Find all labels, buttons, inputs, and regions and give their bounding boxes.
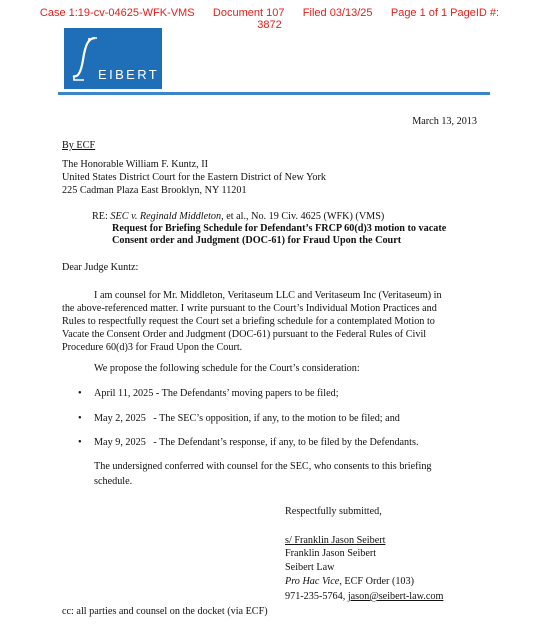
bullet-icon: • xyxy=(78,388,82,399)
bullet-icon: • xyxy=(78,413,82,424)
phone: 971-235-5764, xyxy=(285,591,348,602)
header-rule xyxy=(58,92,490,95)
pro-hac-vice xyxy=(285,575,414,588)
document-number: Document 107 xyxy=(212,7,285,19)
filed-date: Filed 03/13/25 xyxy=(302,7,373,19)
case-number: Case 1:19-cv-04625-WFK-VMS xyxy=(39,7,195,19)
schedule-item: April 11, 2025 - The Defendants’ moving papers to be filed; xyxy=(94,388,339,399)
recipient-name: The Honorable William F. Kuntz, II xyxy=(62,159,208,170)
closing: Respectfully submitted, xyxy=(285,506,382,517)
email-link[interactable]: jason@seibert-law.com xyxy=(347,591,444,602)
salutation: Dear Judge Kuntz: xyxy=(62,262,139,273)
re-label: RE: xyxy=(92,211,108,222)
signature: s/ Franklin Jason Seibert xyxy=(285,535,386,546)
seibert-logo xyxy=(64,28,162,89)
re-subject-line-1: Request for Briefing Schedule for Defendant’s FRCP 60(d)3 motion to vacate xyxy=(112,223,447,234)
firm-name: Seibert Law xyxy=(285,562,335,573)
recipient-court: United States District Court for the Eastern District of New York xyxy=(62,172,326,183)
schedule-item: May 2, 2025 - The SEC’s opposition, if any, to the motion to be filed; and xyxy=(94,413,400,424)
para3-line: The undersigned conferred with counsel for the SEC, who consents to this briefing xyxy=(94,461,432,472)
pro-hac-vice-order: , ECF Order (103) xyxy=(339,576,415,587)
recipient-address: 225 Cadman Plaza East Brooklyn, NY 11201 xyxy=(62,185,247,196)
re-case-name: SEC v. Reginald Middleton, xyxy=(110,211,224,222)
seibert-logo-mark xyxy=(64,28,162,89)
para2: We propose the following schedule for the Court’s consideration: xyxy=(94,363,360,374)
pro-hac-vice-label: Pro Hac Vice xyxy=(285,576,340,587)
cc-line: cc: all parties and counsel on the docket (via ECF) xyxy=(62,606,268,617)
para1-line: the above-referenced matter. I write pursuant to the Court’s Individual Motion Practices and xyxy=(62,303,437,314)
contact-line xyxy=(285,590,443,603)
page-id: 3872 xyxy=(257,19,282,31)
delivery-method: By ECF xyxy=(62,140,96,151)
letter-date: March 13, 2013 xyxy=(412,116,477,127)
para1-line: Procedure 60(d)3 for Fraud Upon the Court. xyxy=(62,342,243,353)
para1-line: Vacate the Consent Order and Judgment (DOC-61) pursuant to the Federal Rules of Civil xyxy=(62,329,427,340)
logo-text: EIBERT xyxy=(98,67,160,82)
para1-line: I am counsel for Mr. Middleton, Veritaseum LLC and Veritaseum Inc (Veritaseum) in xyxy=(94,290,442,301)
signer-name: Franklin Jason Seibert xyxy=(285,548,377,559)
schedule-item: May 9, 2025 - The Defendant’s response, if any, to be filed by the Defendants. xyxy=(94,437,419,448)
page-info: Page 1 of 1 PageID #: xyxy=(390,7,500,19)
bullet-icon: • xyxy=(78,437,82,448)
re-case-number: et al., No. 19 Civ. 4625 (WFK) (VMS) xyxy=(226,211,385,222)
re-subject-line-2: Consent order and Judgment (DOC-61) for Fraud Upon the Court xyxy=(112,235,402,246)
para3-line: schedule. xyxy=(94,476,133,487)
para1-line: Rules to respectfully request the Court set a briefing schedule for a contemplated Motion to xyxy=(62,316,435,327)
